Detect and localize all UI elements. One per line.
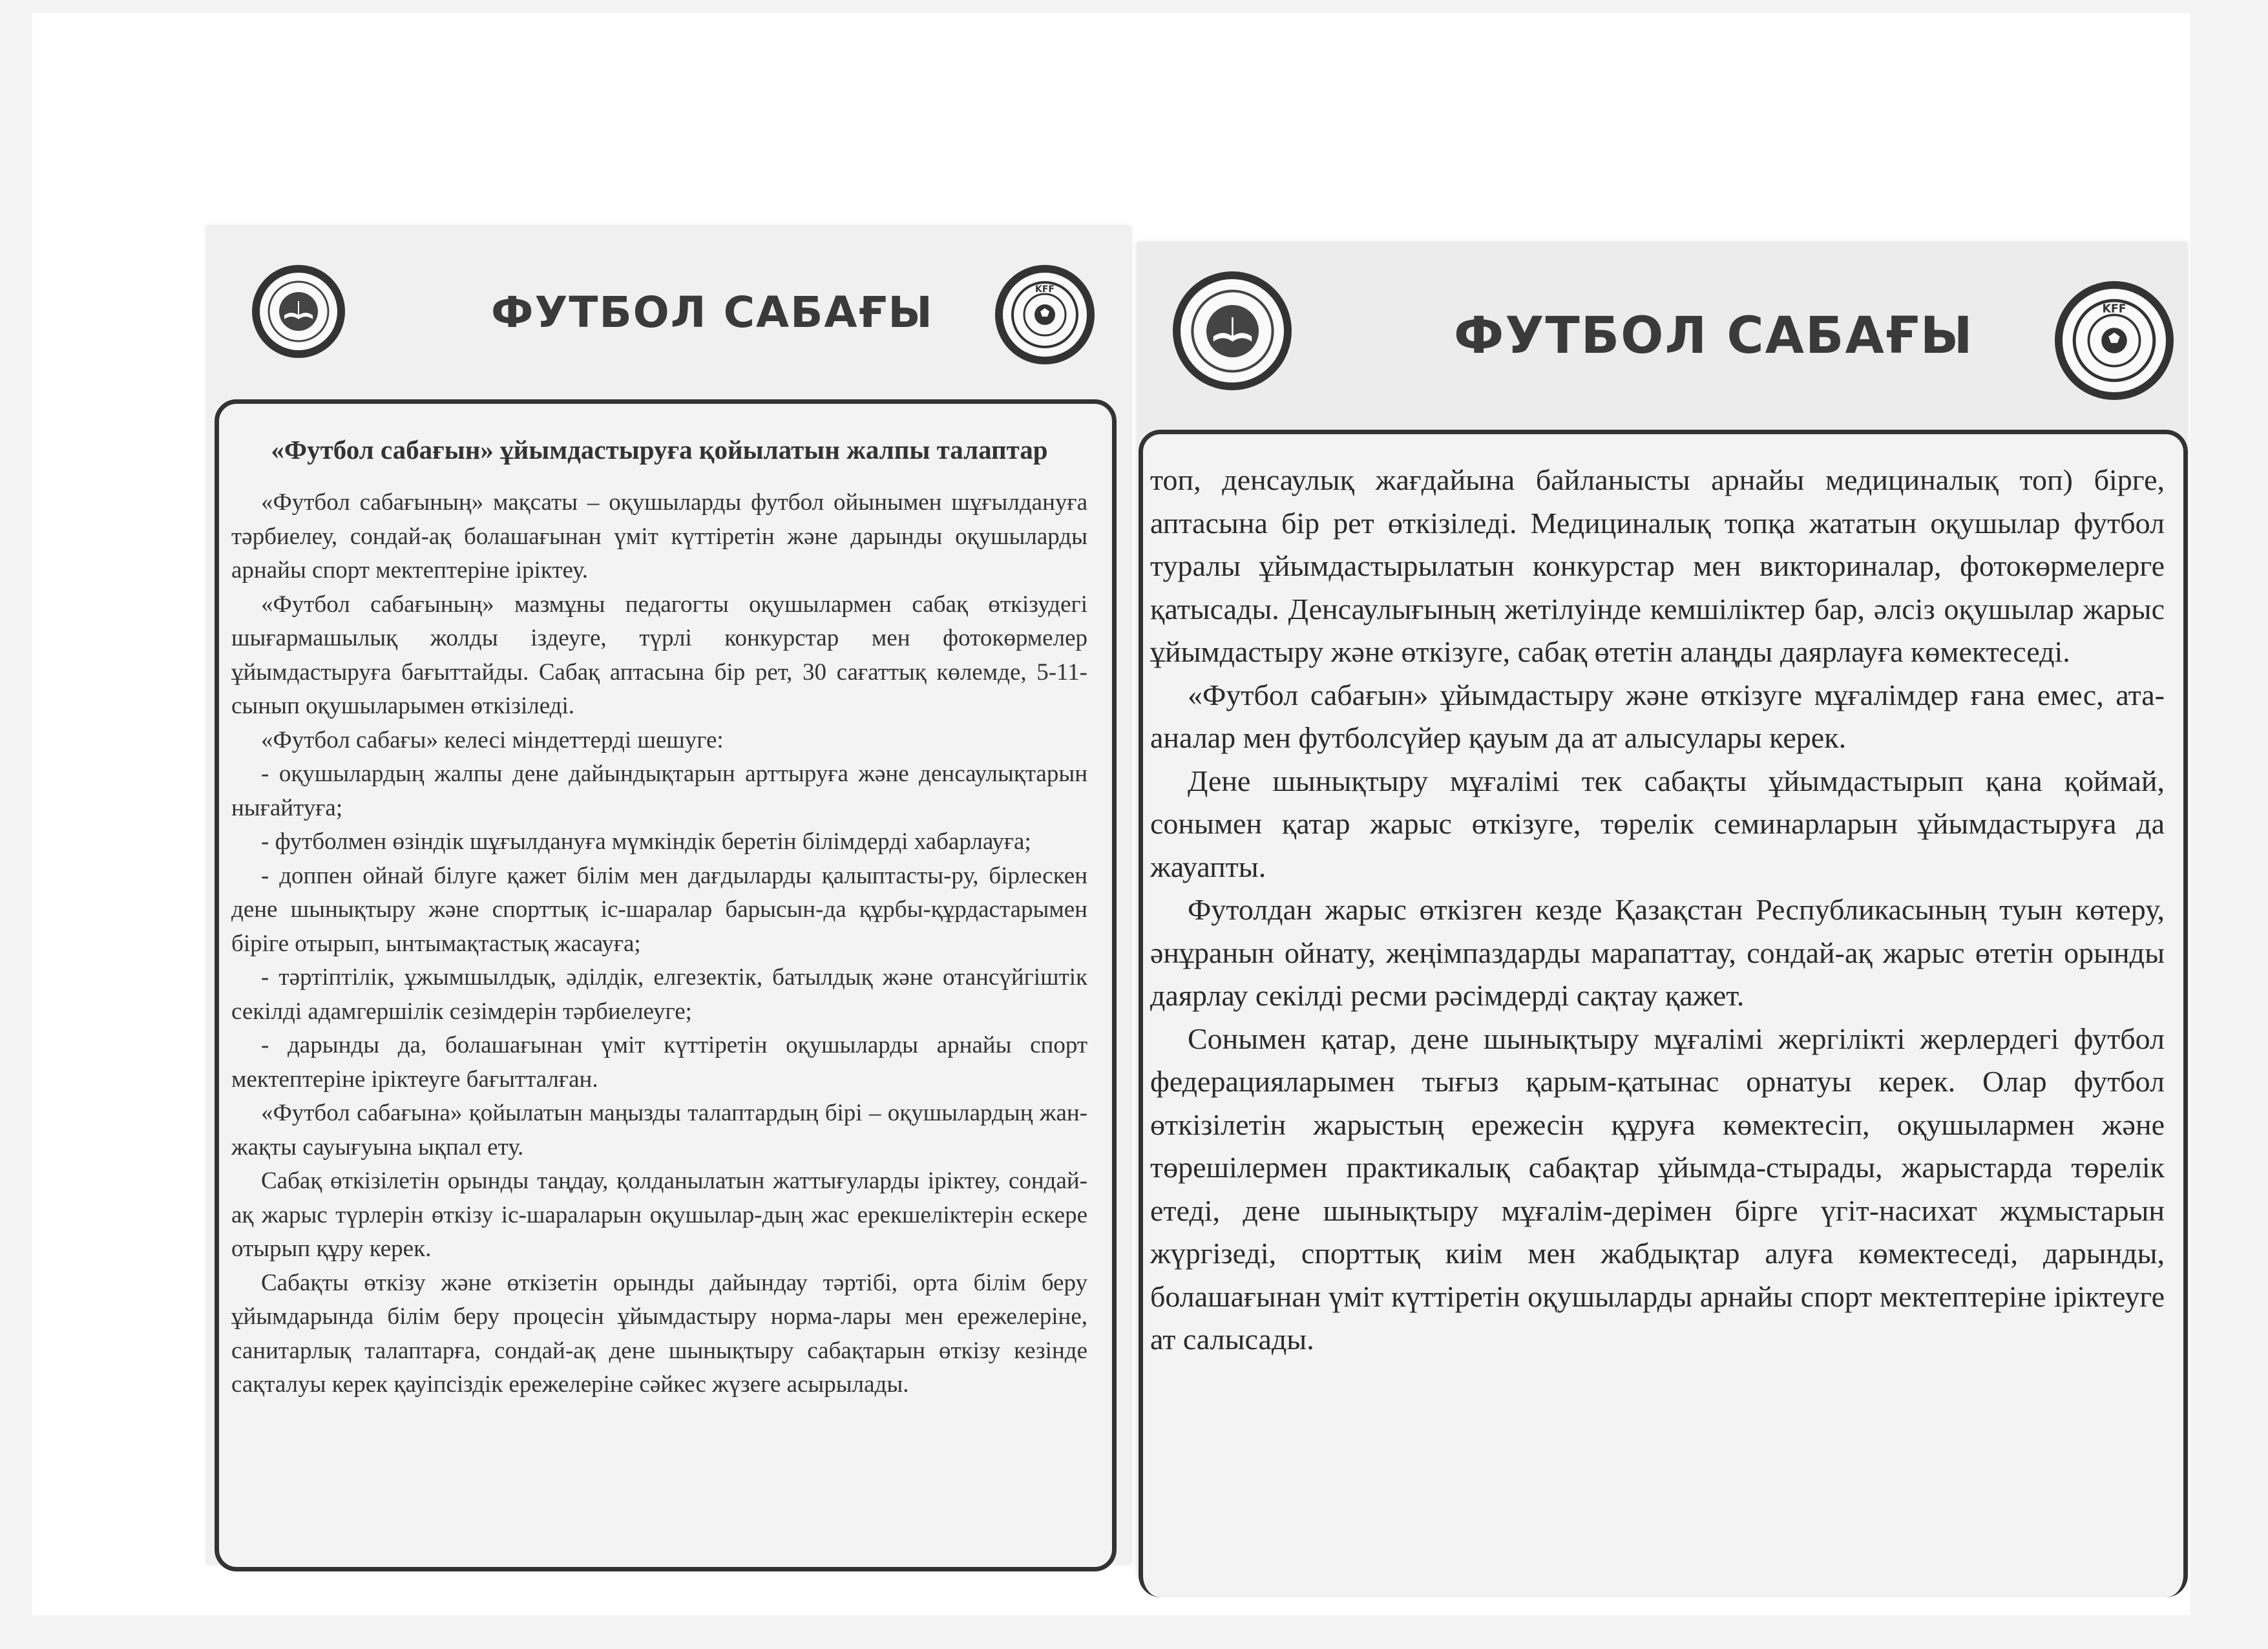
kff-logo-icon: [995, 265, 1095, 364]
paragraph: Сабақты өткізу және өткізетін орынды дайындау тәртібі, орта білім беру ұйымдарында білім беру процесін ұйымдастыру норма-лары мен ережелеріне, санитарлық талаптарға, сондай-ақ дене шынықтыру сабақтарын өткізу кезінде сақталуы керек қауіпсіздік ережелеріне сәйкес жүзеге асырылады.: [231, 1269, 1087, 1398]
ministry-seal-icon: [1173, 271, 1292, 390]
paragraph: «Футбол сабағына» қойылатын маңызды талаптардың бірі – оқушылардың жан-жақты сауығуына ықпал ету.: [231, 1100, 1087, 1161]
left-page: [207, 226, 1131, 1564]
right-page-header: [1137, 242, 2187, 423]
section-title: «Футбол сабағын» ұйымдастыруға қойылатын жалпы талаптар: [271, 435, 1048, 465]
paragraph: Футолдан жарыс өткізген кезде Қазақстан Республикасының туын көтеру, әнұранын ойнату, жеңімпаздарды марапаттау, сондай-ақ жарыс өтетін орынды даярлау секілді ресми рәсімдерді сақтау қажет.: [1150, 893, 2165, 1012]
left-page-content: [231, 420, 1087, 1402]
paragraph: «Футбол сабағын» ұйымдастыру және өткізуге мұғалімдер ғана емес, ата-аналар мен футболсүйер қауым да ат алысулары керек.: [1150, 678, 2165, 754]
right-page-content: [1150, 459, 2165, 1361]
scanned-sheet: [32, 13, 2190, 1615]
kff-logo-icon: [2055, 281, 2174, 400]
paragraph: Дене шынықтыру мұғалімі тек сабақты ұйымдастырып қана қоймай, сонымен қатар жарыс өткізуге, төрелік семинарларын ұйымдастыруға да жауапты.: [1150, 764, 2165, 883]
list-item: - доппен ойнай білуге қажет білім мен дағдыларды қалыптасты-ру, бірлескен дене шынықтыру және спорттық іс-шаралар барысын-да құрбы-құрдастарымен біріге отырып, ынтымақтастық жасауға;: [231, 862, 1087, 957]
right-page: [1137, 242, 2187, 1577]
header-title: ФУТБОЛ САБАҒЫ: [491, 288, 934, 337]
header-title: ФУТБОЛ САБАҒЫ: [1454, 307, 1974, 365]
paragraph: «Футбол сабағының» мақсаты – оқушыларды футбол ойынымен шұғылдануға тәрбиелеу, сондай-ақ болашағынан үміт күттіретін және дарынды оқушыларды арнайы спорт мектептеріне іріктеу.: [231, 489, 1087, 583]
paragraph: топ, денсаулық жағдайына байланысты арнайы медициналық топ) бірге, аптасына бір рет өткізіледі. Медициналық топқа жататын оқушылар футбол туралы ұйымдастырылатын конкурстар мен викториналар, фотокөрмелерге қатысады. Денсаулығының жетілуінде кемшіліктер бар, әлсіз оқушылар жарыс ұйымдастыру және өткізуге, сабақ өтетін алаңды даярлауға көмектеседі.: [1150, 463, 2165, 668]
paragraph: Сабақ өткізілетін орынды таңдау, қолданылатын жаттығуларды іріктеу, сондай-ақ жарыс түрлерін өткізу іс-шараларын оқушылар-дың жас ерекшеліктерін ескере отырып құру керек.: [231, 1168, 1087, 1262]
left-page-header: [207, 226, 1131, 407]
list-item: - оқушылардың жалпы дене дайындықтарын арттыруға және денсаулықтарын нығайтуға;: [231, 761, 1087, 821]
kff-logo-text: KFF: [2102, 302, 2126, 316]
list-item: - дарынды да, болашағынан үміт күттіретін оқушыларды арнайы спорт мектептеріне іріктеуге бағытталған.: [231, 1032, 1087, 1093]
ministry-seal-icon: [252, 265, 345, 358]
kff-logo-text: KFF: [1035, 284, 1055, 295]
list-item: - футболмен өзіндік шұғылдануға мүмкіндік беретін білімдерді хабарлауға;: [261, 828, 1031, 855]
paragraph: «Футбол сабағының» мазмұны педагогты оқушылармен сабақ өткізудегі шығармашылық жолды іздеуге, түрлі конкурстар мен фотокөрмелер ұйымдастыруға бағыттайды. Сабақ аптасына бір рет, 30 сағаттық көлемде, 5-11-сынып оқушыларымен өткізіледі.: [231, 591, 1087, 719]
list-item: - тәртіптілік, ұжымшылдық, әділдік, елгезектік, батылдық және отансүйгіштік секілді адамгершілік сезімдерін тәрбиелеуге;: [231, 964, 1087, 1025]
paragraph: «Футбол сабағы» келесі міндеттерді шешуге:: [261, 726, 724, 753]
paragraph: Сонымен қатар, дене шынықтыру мұғалімі жергілікті жерлердегі футбол федерацияларымен тығыз қарым-қатынас орнатуы керек. Олар футбол өткізілетін жарыстың ережесін құруға көмектесіп, оқушылармен және төрешілермен практикалық сабақтар ұйымда-стырады, жарыстарда төрелік етеді, дене шынықтыру мұғалім-дерімен бірге үгіт-насихат жұмыстарын жүргізеді, спорттық киім мен жабдықтар алуға көмектеседі, дарынды, болашағынан үміт күттіретін оқушыларды арнайы спорт мектептеріне іріктеуге ат салысады.: [1150, 1022, 2165, 1356]
